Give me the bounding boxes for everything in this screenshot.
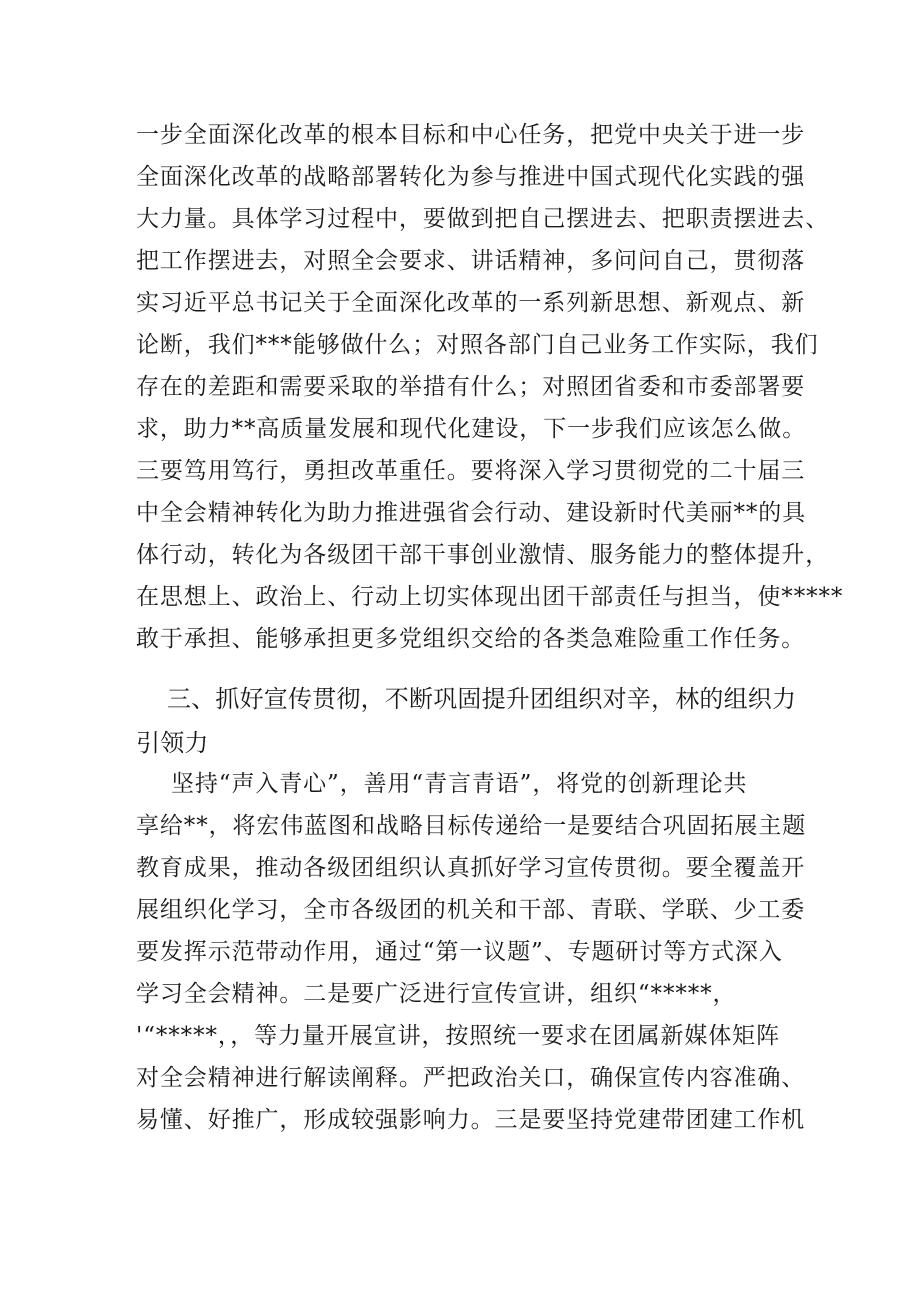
paragraph-line: 求，助力**高质量发展和现代化建设，下一步我们应该怎么做。 xyxy=(136,416,807,442)
section-heading xyxy=(136,677,796,765)
body-paragraph xyxy=(136,114,844,660)
heading-line: 引领力 xyxy=(136,729,209,757)
paragraph-line: 坚持“声入青心”，善用“青言青语”，将党的创新理论共 xyxy=(171,771,748,797)
paragraph-line: 对全会精神进行解读阐释。严把政治关口，确保宣传内容准确、 xyxy=(136,1065,806,1091)
body-paragraph xyxy=(136,763,807,1141)
paragraph-line: 享给**，将宏伟蓝图和战略目标传递给一是要结合巩固拓展主题 xyxy=(136,813,807,839)
paragraph-line: 把工作摆进去，对照全会要求、讲话精神，多问问自己，贯彻落 xyxy=(136,248,806,274)
paragraph-line: 要发挥示范带动作用，通过“第一议题”、专题研讨等方式深入 xyxy=(136,939,783,965)
paragraph-line: 实习近平总书记关于全面深化改革的一系列新思想、新观点、新 xyxy=(136,290,806,316)
heading-line: 三、抓好宣传贯彻，不断巩固提升团组织对辛，林的组织力 xyxy=(167,685,797,713)
paragraph-line: 展组织化学习，全市各级团的机关和干部、青联、学联、少工委 xyxy=(136,897,806,923)
paragraph-line: 论断，我们***能够做什么；对照各部门自己业务工作实际，我们 xyxy=(136,332,819,358)
paragraph-line: 大力量。具体学习过程中，要做到把自己摆进去、把职责摆进去、 xyxy=(136,206,830,232)
paragraph-line: 教育成果，推动各级团组织认真抓好学习宣传贯彻。要全覆盖开 xyxy=(136,855,806,881)
paragraph-line: 在思想上、政治上、行动上切实体现出团干部责任与担当，使***** xyxy=(136,584,844,610)
paragraph-line: '“*****，，等力量开展宣讲，按照统一要求在团属新媒体矩阵 xyxy=(136,1023,780,1049)
paragraph-line: 存在的差距和需要采取的举措有什么；对照团省委和市委部署要 xyxy=(136,374,806,400)
paragraph-line: 学习全会精神。二是要广泛进行宣传宣讲，组织“*****， xyxy=(136,981,737,1007)
paragraph-line: 三要笃用笃行，勇担改革重任。要将深入学习贯彻党的二十届三 xyxy=(136,458,806,484)
paragraph-line: 一步全面深化改革的根本目标和中心任务，把党中央关于进一步 xyxy=(136,122,806,148)
paragraph-line: 体行动，转化为各级团干部干事创业激情、服务能力的整体提升， xyxy=(136,542,830,568)
paragraph-line: 易懂、好推广，形成较强影响力。三是要坚持党建带团建工作机 xyxy=(136,1107,806,1133)
paragraph-line: 敢于承担、能够承担更多党组织交给的各类急难险重工作任务。 xyxy=(136,626,806,652)
paragraph-line: 中全会精神转化为助力推进强省会行动、建设新时代美丽**的具 xyxy=(136,500,807,526)
paragraph-line: 全面深化改革的战略部署转化为参与推进中国式现代化实践的强 xyxy=(136,164,806,190)
